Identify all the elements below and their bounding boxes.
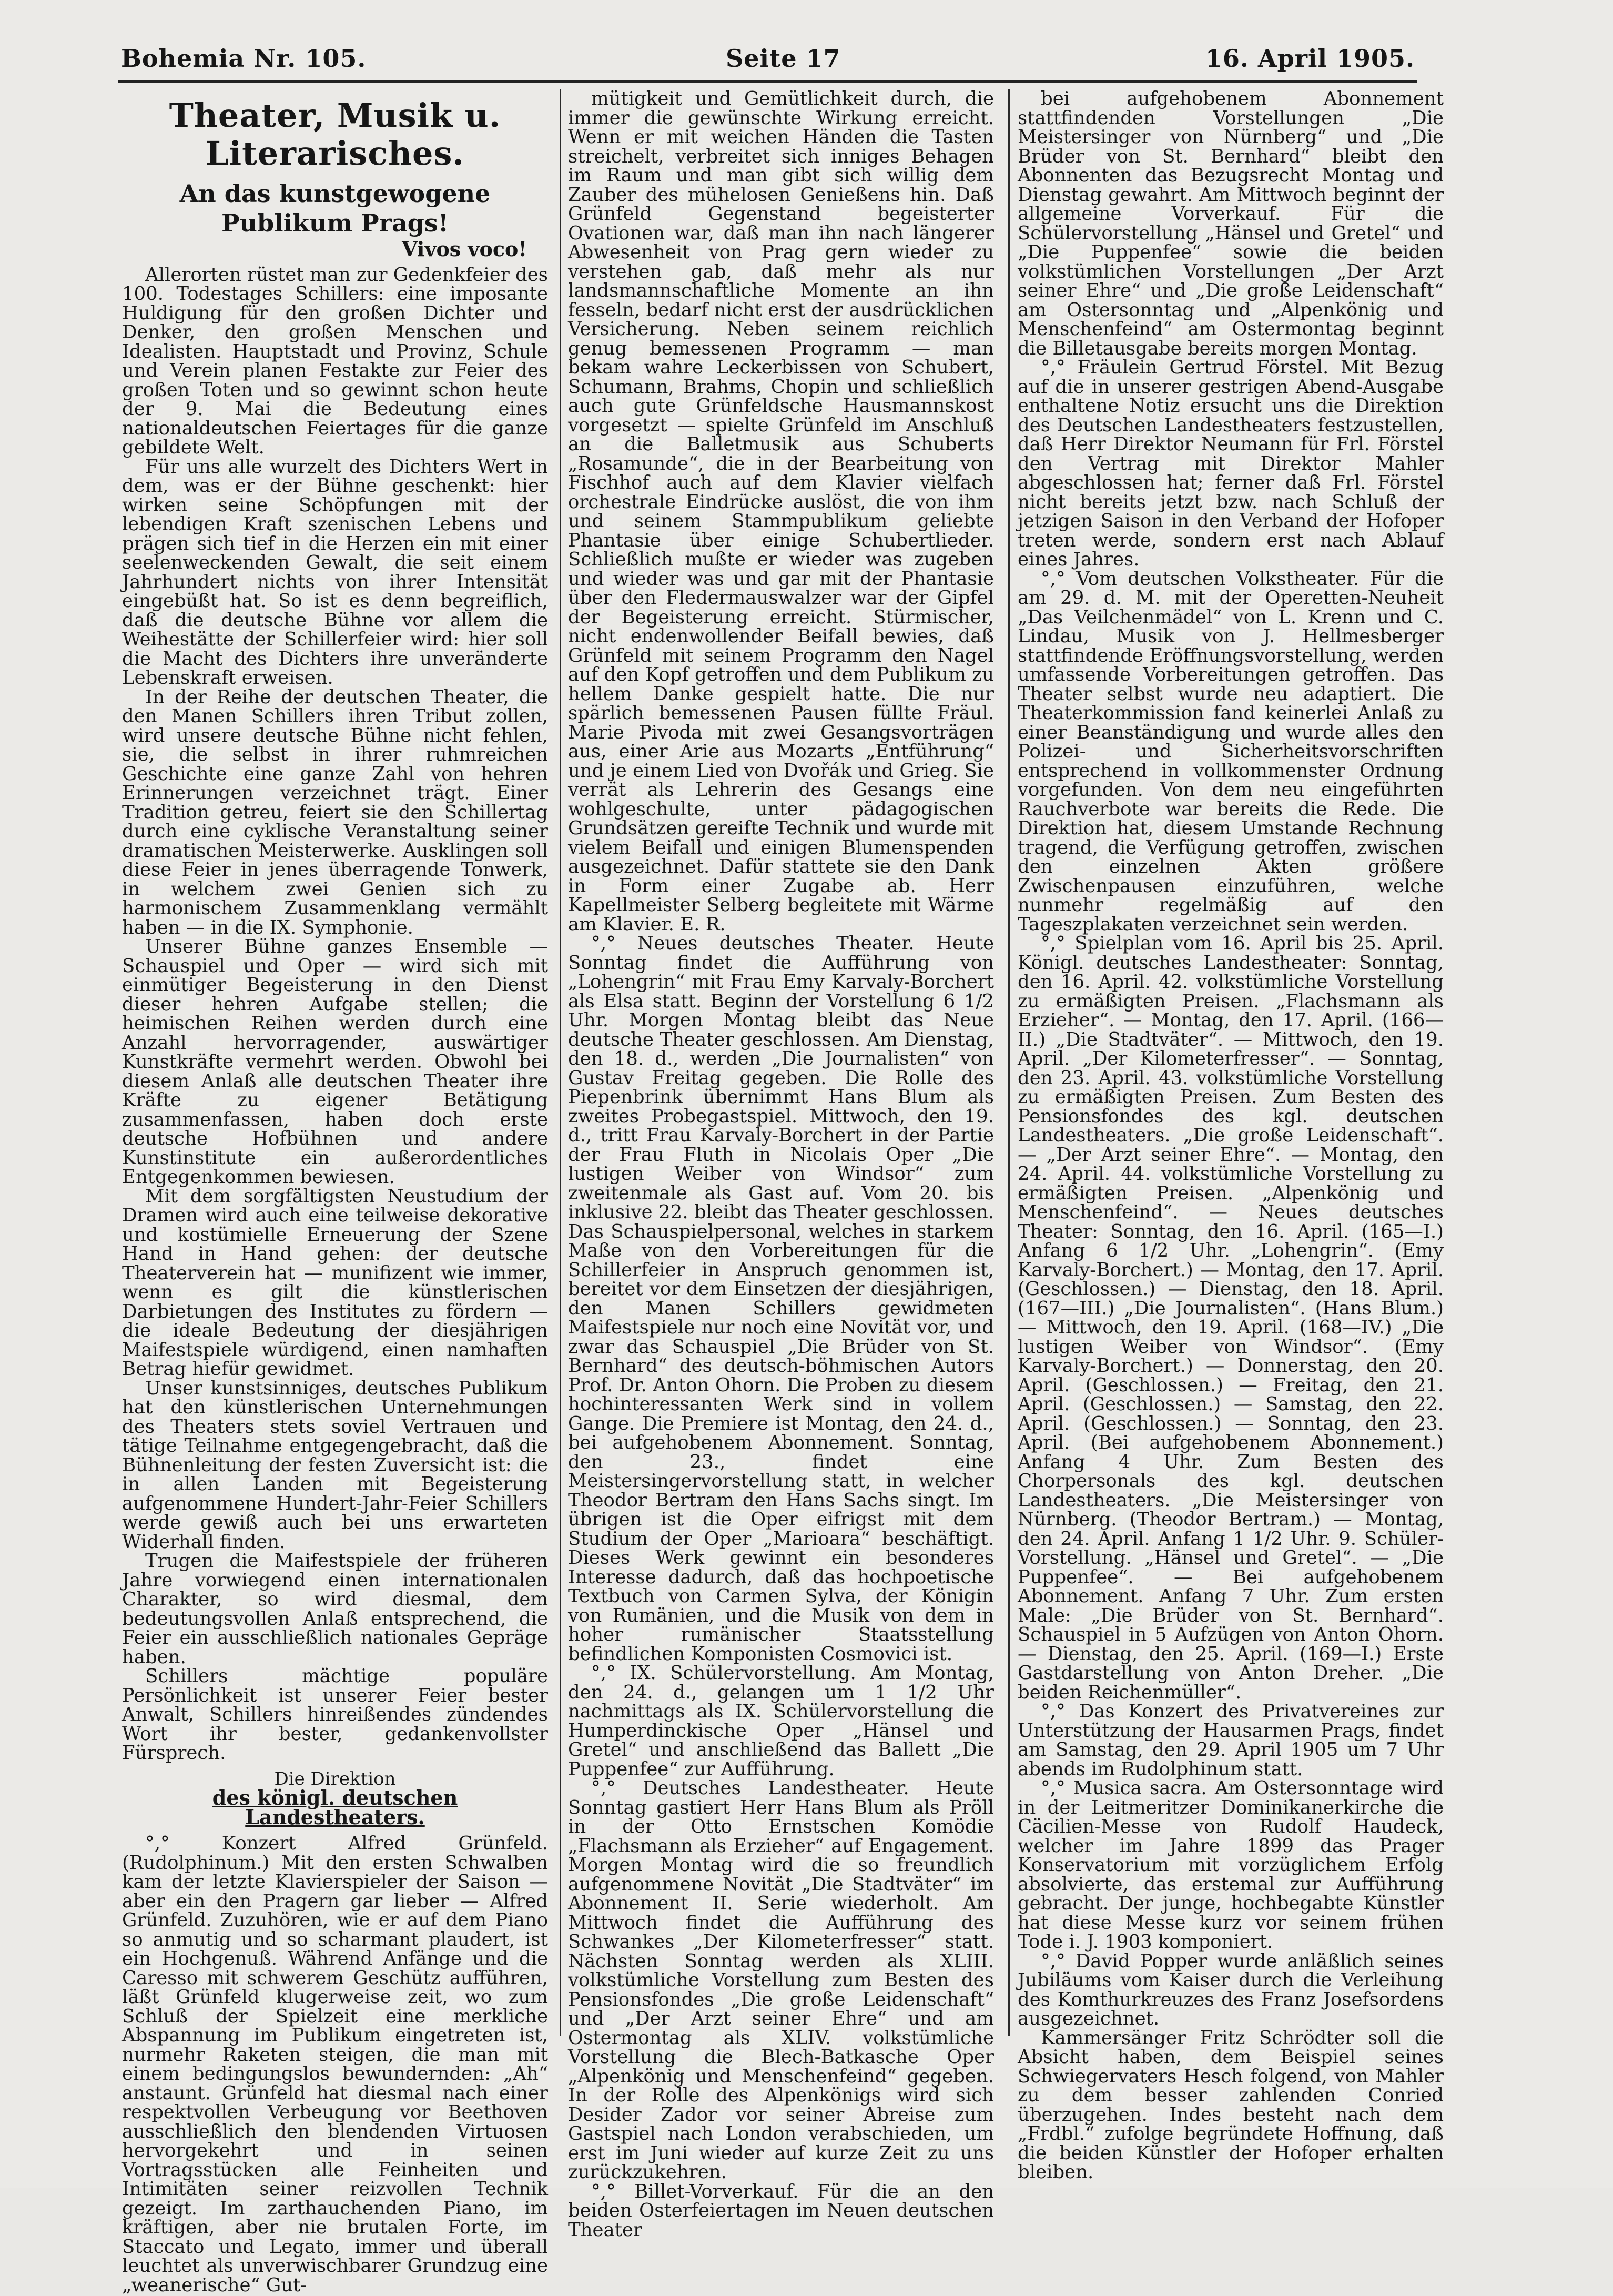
paragraph: Kammersänger Fritz Schrödter soll die Absicht haben, dem Beispiel seines Schwiegervaters Hesch folgend, von Mahler zu dem besser zahlenden Conried überzugehen. Indes besteht nach dem „Frdbl.“ zufolge begründete Hoffnung, daß die beiden Künstler der Hofoper erhalten bleiben.: [1018, 2027, 1444, 2183]
paragraph: Allerorten rüstet man zur Gedenkfeier des 100. Todestages Schillers: eine imposante Huldigung für den großen Dichter und Denker, den großen Menschen und Idealisten. Hauptstadt und Provinz, Schule und Verein planen Festakte zur Feier des großen Toten und so gewinnt schon heute der 9. Mai die Bedeutung eines nationaldeutschen Feiertages für die ganze gebildete Welt.: [122, 264, 548, 458]
column-1: [122, 89, 548, 2296]
article-title: An das kunstgewogene Publikum Prags!: [179, 179, 491, 237]
paragraph: bei aufgehobenem Abonnement stattfindenden Vorstellungen „Die Meistersinger von Nürnberg“ und „Die Brüder von St. Bernhard“ bleibt den Abonnenten das Bezugsrecht Montag und Dienstag gewahrt. Am Mittwoch beginnt der allgemeine Vorverkauf. Für die Schülervorstellung „Hänsel und Gretel“ und „Die Puppenfee“ sowie die beiden volkstümlichen Vorstellungen „Der Arzt seiner Ehre“ und „Die große Leidenschaft“ am Ostersonntag und „Alpenkönig und Menschenfeind“ am Ostermontag beginnt die Billetausgabe bereits morgen Montag.: [1018, 88, 1444, 359]
paragraph: °,° David Popper wurde anläßlich seines Jubiläums vom Kaiser durch die Verleihung des Komthurkreuzes des Franz Josefsordens ausgezeichnet.: [1018, 1950, 1444, 2029]
paragraph: Für uns alle wurzelt des Dichters Wert in dem, was er der Bühne geschenkt: hier wirken seine Schöpfungen mit der lebendigen Kraft szenischen Lebens und prägen sich tief in die Herzen ein mit einer seelenweckenden Gewalt, die seit einem Jahrhundert nichts von ihrer Intensität eingebüßt hat. So ist es denn begreiflich, daß die deutsche Bühne vor allem die Weihestätte der Schillerfeier wird: hier soll die Macht des Dichters ihre unveränderte Lebenskraft erweisen.: [122, 456, 548, 689]
paragraph: °,° Das Konzert des Privatvereines zur Unterstützung der Hausarmen Prags, findet am Samstag, den 29. April 1905 um 7 Uhr abends im Rudolphinum statt.: [1018, 1701, 1444, 1780]
paragraph: °,° IX. Schülervorstellung. Am Montag, den 24. d., gelangen um 1 1/2 Uhr nachmittags als IX. Schülervorstellung die Humperdinckische Oper „Hänsel und Gretel“ und anschließend das Ballett „Die Puppenfee“ zur Aufführung.: [568, 1662, 994, 1780]
column-3: [1018, 88, 1444, 2183]
paragraph: Schillers mächtige populäre Persönlichkeit ist unserer Feier bester Anwalt, Schillers hinreißendes zündendes Wort ihr bester, gedankenvollster Fürsprech.: [122, 1665, 548, 1764]
paragraph: °,° Konzert Alfred Grünfeld. (Rudolphinum.) Mit den ersten Schwalben kam der letzte Klavierspieler der Saison — aber ein den Pragern gar lieber — Alfred Grünfeld. Zuzuhören, wie er auf dem Piano so anmutig und so scharmant plaudert, ist ein Hochgenuß. Während Anfänge und die Caresso mit schwerem Geschütz aufführen, läßt Grünfeld klugerweise zeit, wo zum Schluß der Spielzeit eine merkliche Abspannung im Publikum eingetreten ist, nurmehr Raketen steigen, die man mit einem bedingungslos bewundernden: „Ah“ anstaunt. Grünfeld hat diesmal nach einer respektvollen Verbeugung vor Beethoven ausschließlich den blendenden Virtuosen hervorgekehrt und in seinen Vortragsstücken alle Feinheiten und Intimitäten seiner reizvollen Technik gezeigt. Im zarthauchenden Piano, im kräftigen, aber nie brutalen Forte, im Staccato und Legato, immer und überall leuchtet als unverwischbarer Grundzug eine „weanerische“ Gut-: [122, 1833, 548, 2296]
section-title: Theater, Musik u. Literarisches.: [169, 96, 501, 173]
paragraph: °,° Deutsches Landestheater. Heute Sonntag gastiert Herr Hans Blum als Pröll in der Otto Ernstschen Komödie „Flachsmann als Erzieher“ auf Engagement. Morgen Montag wird die so freundlich aufgenommene Novität „Die Stadtväter“ im Abonnement II. Serie wiederholt. Am Mittwoch findet die Aufführung des Schwankes „Der Kilometerfresser“ statt. Nächsten Sonntag werden als XLIII. volkstümliche Vorstellung zum Besten des Pensionsfondes „Die große Leidenschaft“ und „Der Arzt seiner Ehre“ und am Ostermontag als XLIV. volkstümliche Vorstellung die Blech-Batkasche Oper „Alpenkönig und Menschenfeind“ gegeben. In der Rolle des Alpenkönigs wird sich Desider Zador vor seiner Abreise zum Gastspiel nach London verabschieden, um erst im Juni wieder auf kurze Zeit zu uns zurückzukehren.: [568, 1777, 994, 2183]
paragraph: Mit dem sorgfältigsten Neustudium der Dramen wird auch eine teilweise dekorative und kostümielle Erneuerung der Szene Hand in Hand gehen: der deutsche Theaterverein hat — munifizent wie immer, wenn es gilt die künstlerischen Darbietungen des Institutes zu fördern — die ideale Bedeutung der diesjährigen Maifestspiele würdigend, einen namhaften Betrag hiefür gewidmet.: [122, 1185, 548, 1380]
issue-label: Bohemia Nr. 105.: [121, 44, 367, 73]
header-rule: [118, 80, 1417, 83]
paragraph: °,° Billet-Vorverkauf. Für die an den beiden Osterfeiertagen im Neuen deutschen Theater: [568, 2180, 994, 2241]
paragraph: Unserer Bühne ganzes Ensemble — Schauspiel und Oper — wird sich mit einmütiger Begeisterung in den Dienst dieser hehren Aufgabe stellen; die heimischen Reihen werden durch eine Anzahl hervorragender, auswärtiger Kunstkräfte vermehrt werden. Obwohl bei diesem Anlaß alle deutschen Theater ihre Kräfte zu eigener Betätigung zusammenfassen, haben doch erste deutsche Hofbühnen und andere Kunstinstitute ein außerordentliches Entgegenkommen bewiesen.: [122, 936, 548, 1188]
column-divider: [1008, 89, 1010, 2036]
paragraph: In der Reihe der deutschen Theater, die den Manen Schillers ihren Tribut zollen, wird unsere deutsche Bühne nicht fehlen, sie, die selbst in ihrer ruhmreichen Geschichte eine ganze Zahl von hehren Erinnerungen verzeichnet trägt. Einer Tradition getreu, feiert sie den Schillertag durch eine cyklische Veranstaltung seiner dramatischen Meisterwerke. Ausklingen soll diese Feier in jenes überragende Tonwerk, in welchem zwei Genien sich zu harmonischem Zusammenklang vermählt haben — in die IX. Symphonie.: [122, 686, 548, 938]
column-divider: [560, 89, 561, 2036]
paragraph: °,° Musica sacra. Am Ostersonntage wird in der Leitmeritzer Dominikanerkirche die Cäcilien-Messe von Rudolf Haudeck, welcher im Jahre 1899 das Prager Konservatorium mit vorzüglichem Erfolg absolvierte, das erstemal zur Aufführung gebracht. Der junge, hochbegabte Künstler hat diese Messe kurz vor seinem frühen Tode i. J. 1903 komponiert.: [1018, 1777, 1444, 1953]
paragraph: °,° Neues deutsches Theater. Heute Sonntag findet die Aufführung von „Lohengrin“ mit Frau Emy Karvaly-Borchert als Elsa statt. Beginn der Vorstellung 6 1/2 Uhr. Morgen Montag bleibt das Neue deutsche Theater geschlossen. Am Dienstag, den 18. d., werden „Die Journalisten“ von Gustav Freitag gegeben. Die Rolle des Piepenbrink übernimmt Hans Blum als zweites Probegastspiel. Mittwoch, den 19. d., tritt Frau Karvaly-Borchert in der Partie der Frau Fluth in Nicolais Oper „Die lustigen Weiber von Windsor“ zum zweitenmale als Gast auf. Vom 20. bis inklusive 22. bleibt das Theater geschlossen. Das Schauspielpersonal, welches in starkem Maße von den Vorbereitungen für die Schillerfeier in Anspruch genommen ist, bereitet vor dem Einsetzen der diesjährigen, den Manen Schillers gewidmeten Maifestspiele nur noch eine Novität vor, und zwar das Schauspiel „Die Brüder von St. Bernhard“ des deutsch-böhmischen Autors Prof. Dr. Anton Ohorn. Die Proben zu diesem hochinteressanten Werk sind in vollem Gange. Die Premiere ist Montag, den 24. d., bei aufgehobenem Abonnement. Sonntag, den 23., findet eine Meistersingervorstellung statt, in welcher Theodor Bertram den Hans Sachs singt. Im übrigen ist die Oper eifrigst mit dem Studium der Oper „Marioara“ beschäftigt. Dieses Werk gewinnt ein besonderes Interesse dadurch, daß das hochpoetische Textbuch von Carmen Sylva, der Königin von Rumänien, und die Musik von dem in hoher rumänischer Staatsstellung befindlichen Komponisten Cosmovici ist.: [568, 933, 994, 1665]
motto: Vivos voco!: [402, 237, 527, 261]
paragraph: Trugen die Maifestspiele der früheren Jahre vorwiegend einen internationalen Charakter, so wird diesmal, dem bedeutungsvollen Anlaß entsprechend, die Feier ein ausschließlich nationales Gepräge haben.: [122, 1550, 548, 1668]
paragraph: °,° Vom deutschen Volkstheater. Für die am 29. d. M. mit der Operetten-Neuheit „Das Veilchenmädel“ von L. Krenn und C. Lindau, Musik von J. Hellmesberger stattfindende Eröffnungsvorstellung, werden umfassende Vorbereitungen getroffen. Das Theater selbst wurde neu adaptiert. Die Theaterkommission fand keinerlei Anlaß zu einer Beanständigung und wurde alles den Polizei- und Sicherheitsvorschriften entsprechend in vollkommenster Ordnung vorgefunden. Von dem neu eingeführten Rauchverbote war bereits die Rede. Die Direktion hat, diesem Umstande Rechnung tragend, die Verfügung getroffen, zwischen den einzelnen Akten größere Zwischenpausen einzuführen, welche nunmehr regelmäßig auf den Tageszplakaten verzeichnet sein werden.: [1018, 568, 1444, 935]
column-2: [568, 88, 994, 2241]
signature-line: Die Direktion: [274, 1768, 396, 1789]
paragraph: Unser kunstsinniges, deutsches Publikum hat den künstlerischen Unternehmungen des Theaters stets soviel Vertrauen und tätige Teilnahme entgegengebracht, daß die Bühnenleitung der festen Zuversicht ist: die in allen Landen mit Begeisterung aufgenommene Hundert-Jahr-Feier Schillers werde gewiß auch bei uns erwarteten Widerhall finden.: [122, 1377, 548, 1553]
page-number: Seite 17: [726, 44, 841, 73]
paragraph: °,° Fräulein Gertrud Förstel. Mit Bezug auf die in unserer gestrigen Abend-Ausgabe enthaltene Notiz ersucht uns die Direktion des Deutschen Landestheaters festzustellen, daß Herr Direktor Neumann für Frl. Förstel den Vertrag mit Direktor Mahler abgeschlossen hat; ferner daß Frl. Förstel nicht bereits jetzt bzw. nach Schluß der jetzigen Saison in den Verband der Hofoper treten werde, sondern erst nach Ablauf eines Jahres.: [1018, 357, 1444, 570]
signature-institution: des königl. deutschen Landestheaters.: [212, 1786, 458, 1829]
issue-date: 16. April 1905.: [1205, 44, 1415, 73]
paragraph: mütigkeit und Gemütlichkeit durch, die immer die gewünschte Wirkung erreicht. Wenn er mit weichen Händen die Tasten streichelt, verbreitet sich inniges Behagen im Raum und man gibt sich willig dem Zauber des mühelosen Genießens hin. Daß Grünfeld Gegenstand begeisterter Ovationen war, daß man ihn nach längerer Abwesenheit von Prag gern wieder zu verstehen gab, daß mehr als nur landsmannschaftliche Momente an ihn fesseln, bedarf nicht erst der ausdrücklichen Versicherung. Neben seinem reichlich genug bemessenen Programm — man bekam wahre Leckerbissen von Schubert, Schumann, Brahms, Chopin und schließlich auch gute Grünfeldsche Hausmannskost vorgesetzt — spielte Grünfeld im Anschluß an die Balletmusik aus Schuberts „Rosamunde“, die in der Bearbeitung von Fischhof auch auf dem Klavier vielfach orchestrale Eindrücke auslöst, die von ihm und seinem Stammpublikum geliebte Phantasie über einige Schubertlieder. Schließlich mußte er wieder was zugeben und wieder was und gar mit der Phantasie über den Fledermauswalzer war der Gipfel der Begeisterung erreicht. Stürmischer, nicht endenwollender Beifall bewies, daß Grünfeld mit seinem Programm den Nagel auf den Kopf getroffen und dem Publikum zu hellem Danke gespielt hatte. Die nur spärlich bemessenen Pausen füllte Fräul. Marie Pivoda mit zwei Gesangsvorträgen aus, einer Arie aus Mozarts „Entführung“ und je einem Lied von Dvořák und Grieg. Sie verrät als Lehrerin des Gesangs eine wohlgeschulte, unter pädagogischen Grundsätzen gereifte Technik und wurde mit vielem Beifall und einigen Blumenspenden ausgezeichnet. Dafür stattete sie den Dank in Form einer Zugabe ab. Herr Kapellmeister Selberg begleitete mit Wärme am Klavier. E. R.: [568, 88, 994, 935]
paragraph: °,° Spielplan vom 16. April bis 25. April. Königl. deutsches Landestheater: Sonntag, den 16. April. 42. volkstümliche Vorstellung zu ermäßigten Preisen. „Flachsmann als Erzieher“. — Montag, den 17. April. (166—II.) „Die Stadtväter“. — Mittwoch, den 19. April. „Der Kilometerfresser“. — Sonntag, den 23. April. 43. volkstümliche Vorstellung zu ermäßigten Preisen. Zum Besten des Pensionsfondes des kgl. deutschen Landestheaters. „Die große Leidenschaft“. — „Der Arzt seiner Ehre“. — Montag, den 24. April. 44. volkstümliche Vorstellung zu ermäßigten Preisen. „Alpenkönig und Menschenfeind“. — Neues deutsches Theater: Sonntag, den 16. April. (165—I.) Anfang 6 1/2 Uhr. „Lohengrin“. (Emy Karvaly-Borchert.) — Montag, den 17. April. (Geschlossen.) — Dienstag, den 18. April. (167—III.) „Die Journalisten“. (Hans Blum.) — Mittwoch, den 19. April. (168—IV.) „Die lustigen Weiber von Windsor“. (Emy Karvaly-Borchert.) — Donnerstag, den 20. April. (Geschlossen.) — Freitag, den 21. April. (Geschlossen.) — Samstag, den 22. April. (Geschlossen.) — Sonntag, den 23. April. (Bei aufgehobenem Abonnement.) Anfang 4 Uhr. Zum Besten des Chorpersonals des kgl. deutschen Landestheaters. „Die Meistersinger von Nürnberg. (Theodor Bertram.) — Montag, den 24. April. Anfang 1 1/2 Uhr. 9. Schüler-Vorstellung. „Hänsel und Gretel“. — „Die Puppenfee“. — Bei aufgehobenem Abonnement. Anfang 7 Uhr. Zum ersten Male: „Die Brüder von St. Bernhard“. Schauspiel in 5 Aufzügen von Anton Ohorn. — Dienstag, den 25. April. (169—I.) Erste Gastdarstellung von Anton Dreher. „Die beiden Reichenmüller“.: [1018, 933, 1444, 1703]
